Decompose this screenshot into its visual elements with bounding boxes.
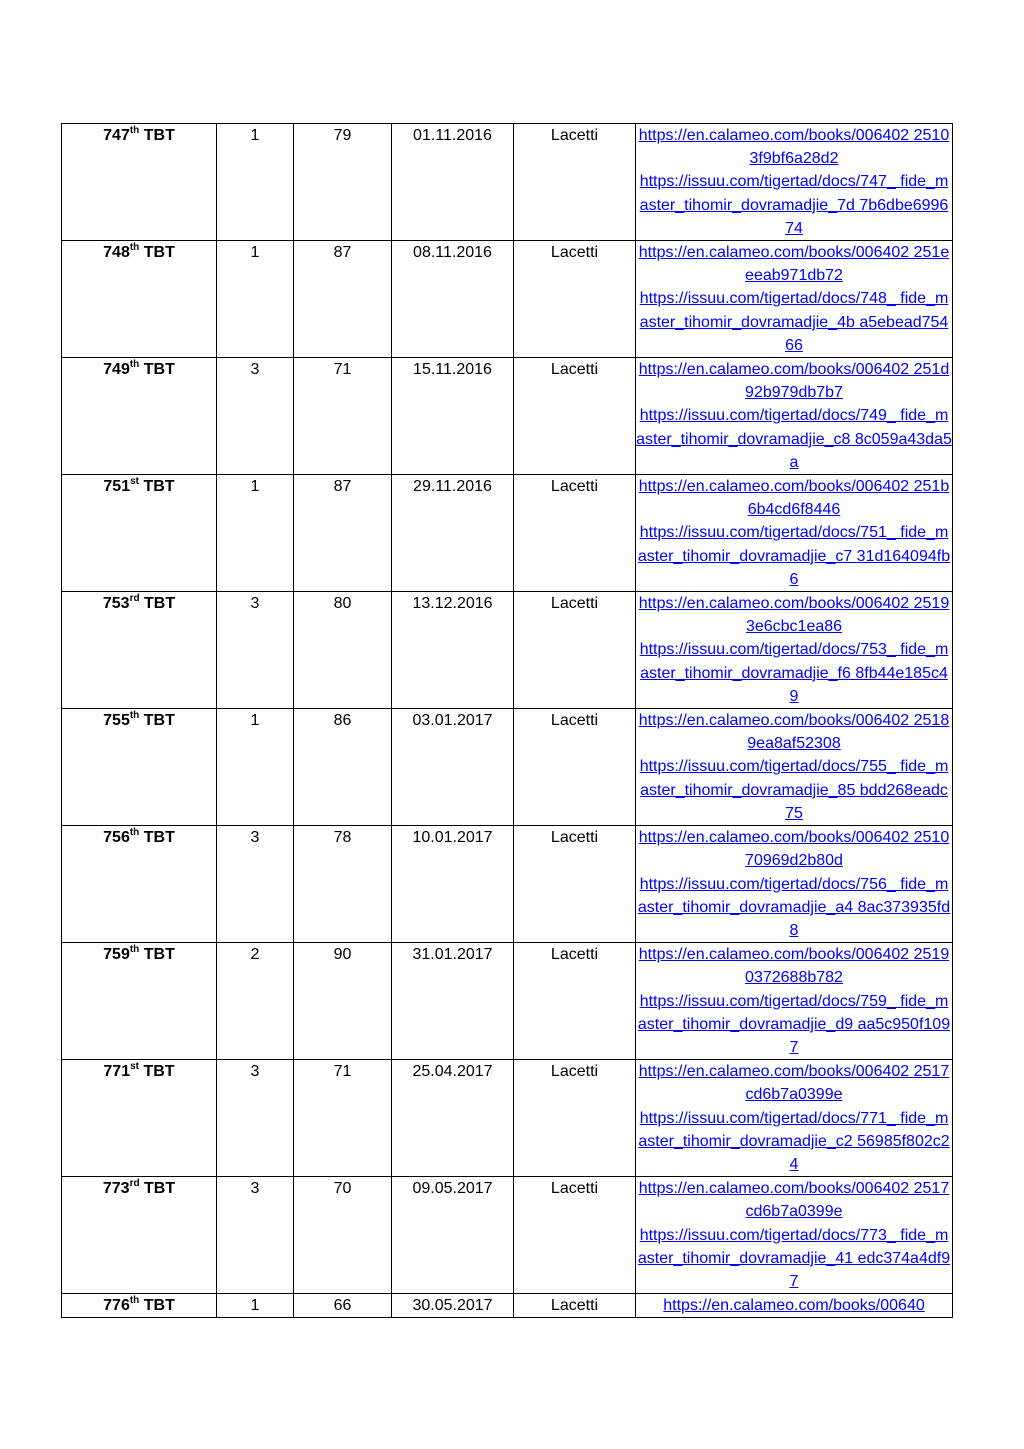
calameo-link[interactable]: https://en.calameo.com/books/006402 2517cd6b7a0399e [638, 1063, 950, 1104]
calameo-link[interactable]: https://en.calameo.com/books/006402 25103f9bf6a28d2 [638, 127, 950, 168]
round-value: 1 [250, 478, 260, 496]
score-cell [294, 826, 392, 943]
score-value: 86 [333, 712, 352, 730]
links-cell [636, 475, 953, 592]
tbt-number-cell [62, 592, 217, 709]
date-cell [392, 358, 514, 475]
calameo-link[interactable]: https://en.calameo.com/books/006402 25190372688b782 [638, 946, 950, 987]
date-cell [392, 592, 514, 709]
calameo-link[interactable]: https://en.calameo.com/books/006402 25189ea8af52308 [638, 712, 950, 753]
score-cell [294, 1294, 392, 1318]
opening-cell [514, 592, 636, 709]
tbt-number: 759 [103, 946, 130, 964]
score-value: 87 [333, 244, 352, 262]
round-cell [217, 1294, 294, 1318]
ordinal-suffix: th [129, 125, 140, 136]
tbt-number: 749 [103, 361, 130, 379]
opening-value: Lacetti [550, 829, 599, 847]
tbt-label: TBT [144, 1180, 176, 1198]
tbt-label: TBT [144, 595, 176, 613]
date-cell [392, 475, 514, 592]
tbt-number-cell [62, 826, 217, 943]
ordinal-suffix: th [129, 944, 140, 956]
opening-value: Lacetti [550, 1180, 599, 1198]
calameo-link[interactable]: https://en.calameo.com/books/006402 2517cd6b7a0399e [638, 1180, 950, 1221]
issuu-link[interactable]: https://issuu.com/tigertad/docs/748_ fide_master_tihomir_dovramadjie_4b a5ebead75466 [639, 290, 949, 354]
tbt-number: 756 [103, 829, 130, 847]
date-value: 29.11.2016 [413, 478, 492, 496]
tbt-number: 747 [103, 127, 130, 144]
table-row [62, 358, 953, 475]
score-cell [294, 1060, 392, 1177]
round-value: 3 [250, 1180, 260, 1198]
table-row [62, 475, 953, 592]
tbt-number: 753 [102, 595, 130, 613]
round-cell [217, 358, 294, 475]
table-body [62, 124, 953, 1318]
score-value: 78 [333, 829, 352, 847]
round-value: 3 [250, 361, 260, 379]
ordinal-suffix: rd [129, 593, 140, 605]
issuu-link[interactable]: https://issuu.com/tigertad/docs/751_ fide_master_tihomir_dovramadjie_c7 31d164094fb6 [637, 524, 951, 588]
opening-value: Lacetti [550, 361, 599, 379]
score-value: 71 [333, 361, 352, 379]
date-value: 08.11.2016 [413, 244, 492, 262]
date-cell [392, 943, 514, 1060]
ordinal-suffix: th [129, 242, 140, 254]
score-value: 79 [333, 127, 352, 144]
tbt-number: 751 [103, 478, 131, 496]
round-cell [217, 124, 294, 241]
table-row [62, 241, 953, 358]
ordinal-suffix: th [129, 710, 140, 722]
round-value: 1 [250, 712, 260, 730]
score-cell [294, 475, 392, 592]
ordinal-suffix: th [129, 827, 140, 839]
score-cell [294, 943, 392, 1060]
links-cell [636, 709, 953, 826]
round-cell [217, 241, 294, 358]
table-row [62, 943, 953, 1060]
links-cell [636, 592, 953, 709]
tbt-label: TBT [143, 478, 175, 496]
opening-cell [514, 1294, 636, 1318]
date-cell [392, 1177, 514, 1294]
date-value: 01.11.2016 [413, 127, 492, 144]
links-cell [636, 943, 953, 1060]
opening-value: Lacetti [550, 478, 599, 496]
score-value: 71 [333, 1063, 352, 1081]
date-value: 25.04.2017 [412, 1063, 493, 1081]
opening-value: Lacetti [550, 712, 599, 730]
calameo-link[interactable]: https://en.calameo.com/books/006402 251070969d2b80d [638, 829, 950, 870]
links-cell [636, 1177, 953, 1294]
round-value: 1 [250, 127, 260, 144]
round-value: 3 [250, 829, 260, 847]
tbt-label: TBT [143, 1297, 175, 1315]
table-row [62, 1060, 953, 1177]
issuu-link[interactable]: https://issuu.com/tigertad/docs/756_ fide_master_tihomir_dovramadjie_a4 8ac373935fd8 [637, 875, 951, 939]
opening-value: Lacetti [550, 595, 599, 613]
score-value: 70 [333, 1180, 352, 1198]
opening-value: Lacetti [550, 127, 599, 144]
ordinal-suffix: st [130, 476, 140, 488]
tbt-label: TBT [143, 127, 175, 144]
calameo-link[interactable]: https://en.calameo.com/books/006402 25193e6cbc1ea86 [638, 595, 950, 636]
issuu-link[interactable]: https://issuu.com/tigertad/docs/753_ fide_master_tihomir_dovramadjie_f6 8fb44e185c49 [639, 641, 949, 705]
opening-value: Lacetti [550, 946, 599, 964]
date-cell [392, 124, 514, 241]
score-value: 87 [333, 478, 352, 496]
score-cell [294, 592, 392, 709]
table-row [62, 709, 953, 826]
opening-value: Lacetti [550, 1297, 599, 1315]
tbt-number-cell [62, 124, 217, 241]
issuu-link[interactable]: https://issuu.com/tigertad/docs/773_ fide_master_tihomir_dovramadjie_41 edc374a4df97 [637, 1226, 951, 1290]
tbt-number-cell [62, 1060, 217, 1177]
score-cell [294, 241, 392, 358]
round-value: 1 [250, 244, 260, 262]
date-cell [392, 241, 514, 358]
tbt-number-cell [62, 709, 217, 826]
calameo-link[interactable]: https://en.calameo.com/books/006402 251d92b979db7b7 [638, 361, 950, 402]
score-cell [294, 124, 392, 241]
calameo-link[interactable]: https://en.calameo.com/books/00640 [663, 1297, 925, 1315]
date-value: 10.01.2017 [412, 829, 493, 847]
links-cell [636, 1060, 953, 1177]
table-row [62, 124, 953, 241]
score-value: 90 [333, 946, 352, 964]
tbt-number: 773 [102, 1180, 130, 1198]
table-row [62, 592, 953, 709]
opening-cell [514, 241, 636, 358]
opening-cell [514, 124, 636, 241]
date-cell [392, 826, 514, 943]
table-row [62, 1294, 953, 1318]
score-cell [294, 358, 392, 475]
tbt-label: TBT [143, 946, 175, 964]
links-cell [636, 241, 953, 358]
tbt-label: TBT [143, 244, 175, 262]
tbt-label: TBT [143, 361, 175, 379]
ordinal-suffix: rd [129, 1178, 140, 1190]
tbt-number: 755 [103, 712, 130, 730]
round-cell [217, 943, 294, 1060]
round-cell [217, 592, 294, 709]
score-value: 66 [333, 1297, 352, 1315]
opening-cell [514, 1177, 636, 1294]
tbt-number: 776 [103, 1297, 130, 1315]
round-cell [217, 475, 294, 592]
date-value: 13.12.2016 [412, 595, 493, 613]
issuu-link[interactable]: https://issuu.com/tigertad/docs/755_ fide_master_tihomir_dovramadjie_85 bdd268eadc75 [639, 758, 949, 822]
opening-cell [514, 358, 636, 475]
tbt-label: TBT [143, 829, 175, 847]
score-cell [294, 709, 392, 826]
date-cell [392, 1294, 514, 1318]
date-value: 31.01.2017 [412, 946, 493, 964]
opening-cell [514, 943, 636, 1060]
links-cell [636, 826, 953, 943]
round-value: 2 [250, 946, 260, 964]
date-cell [392, 709, 514, 826]
calameo-link[interactable]: https://en.calameo.com/books/006402 251b6b4cd6f8446 [638, 478, 950, 519]
tbt-number-cell [62, 1294, 217, 1318]
date-value: 09.05.2017 [412, 1180, 493, 1198]
tbt-number: 748 [103, 244, 130, 262]
round-cell [217, 709, 294, 826]
ordinal-suffix: th [129, 359, 140, 371]
date-cell [392, 1060, 514, 1177]
issuu-link[interactable]: https://issuu.com/tigertad/docs/749_ fide_master_tihomir_dovramadjie_c8 8c059a43da5a [636, 407, 952, 471]
calameo-link[interactable]: https://en.calameo.com/books/006402 251eeeab971db72 [638, 244, 950, 285]
links-cell [636, 358, 953, 475]
tbt-number-cell [62, 241, 217, 358]
opening-cell [514, 1060, 636, 1177]
date-value: 30.05.2017 [412, 1297, 493, 1315]
round-value: 1 [250, 1297, 260, 1315]
links-cell [636, 1294, 953, 1318]
tbt-number-cell [62, 943, 217, 1060]
tbt-number-cell [62, 1177, 217, 1294]
tbt-label: TBT [143, 712, 175, 730]
round-value: 3 [250, 595, 260, 613]
round-cell [217, 1177, 294, 1294]
issuu-link[interactable]: https://issuu.com/tigertad/docs/771_ fide_master_tihomir_dovramadjie_c2 56985f802c24 [638, 1109, 950, 1173]
links-cell [636, 124, 953, 241]
tbt-number: 771 [103, 1063, 131, 1081]
round-cell [217, 1060, 294, 1177]
score-value: 80 [333, 595, 352, 613]
opening-value: Lacetti [550, 1063, 599, 1081]
ordinal-suffix: st [130, 1061, 140, 1073]
date-value: 15.11.2016 [413, 361, 492, 379]
results-table [61, 123, 953, 1318]
tbt-number-cell [62, 358, 217, 475]
issuu-link[interactable]: https://issuu.com/tigertad/docs/747_ fide_master_tihomir_dovramadjie_7d 7b6dbe699674 [639, 173, 949, 237]
tbt-number-cell [62, 475, 217, 592]
ordinal-suffix: th [129, 1295, 140, 1307]
opening-cell [514, 826, 636, 943]
tbt-label: TBT [143, 1063, 175, 1081]
table-row [62, 1177, 953, 1294]
opening-cell [514, 709, 636, 826]
date-value: 03.01.2017 [412, 712, 493, 730]
opening-cell [514, 475, 636, 592]
round-cell [217, 826, 294, 943]
table-row [62, 826, 953, 943]
score-cell [294, 1177, 392, 1294]
opening-value: Lacetti [550, 244, 599, 262]
issuu-link[interactable]: https://issuu.com/tigertad/docs/759_ fide_master_tihomir_dovramadjie_d9 aa5c950f1097 [637, 992, 951, 1056]
round-value: 3 [250, 1063, 260, 1081]
